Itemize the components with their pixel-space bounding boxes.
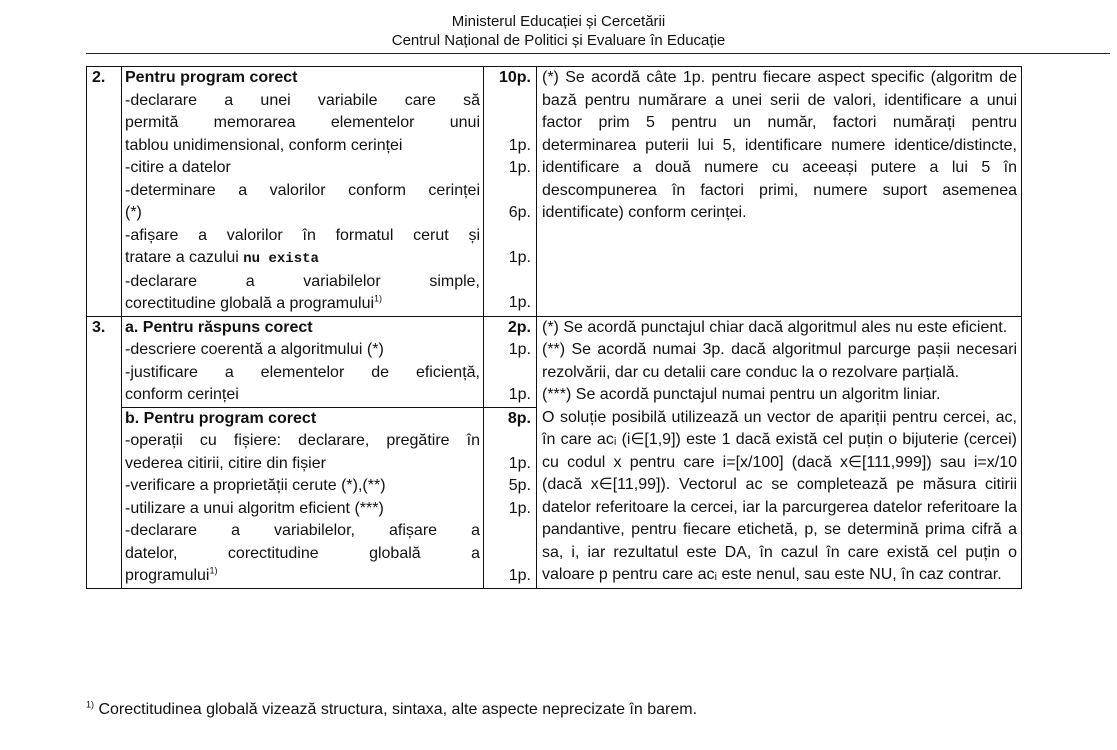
note-text: (*) Se acordă punctajul chiar dacă algoritmul ales nu este eficient. [542,318,1008,336]
criterion-points: 1p. [508,386,531,403]
ministry-name: Ministerul Educației și Cercetării [451,13,666,30]
criterion-line: permită memorarea elementelor unui [125,114,480,131]
criterion-text: tratare a cazului [125,249,244,266]
criterion-points: 1p. [508,454,531,472]
footnote-ref: 1) [374,293,383,304]
footnote-ref: 1) [209,565,218,576]
criterion-line: -declarare a variabilelor simple, [125,272,480,290]
criterion-points: 1p. [508,294,531,311]
scoring-table [86,66,1022,589]
subsection-b [122,407,483,588]
section-title: b. Pentru program corect [125,409,317,427]
criterion-line: vederea citirii, citire din fișier [125,454,326,472]
center-name: Centrul Național de Politici și Evaluare în Educație [391,32,726,49]
criterion-line [125,293,480,316]
footnote-marker: 1) [86,699,95,710]
criteria-cell [122,316,484,588]
criterion-line: conform cerinței [125,386,239,403]
criterion-line: -descriere coerentă a algoritmului (*) [125,341,384,358]
criterion-points: 1p. [508,341,531,358]
criterion-text: programului [125,567,210,584]
criterion-line: -declarare a unei variabile care să [125,91,480,109]
note-text: O soluție posibilă utilizează un vector de apariții pentru cercei, ac, în care acᵢ (i∈[1,9]) este 1 dacă există cel puțin o bijuterie (cercei) cu codul x pentru care i=[x/100] (dacă x∈[111,999]) sau i=x/10 (dacă x∈[11,99]). Vectorul ac se completează pe măsura citirii datelor referitoare la cercei, iar la parcurgerea datelor referitoare la pandantive, pentru fiecare etichetă, p, se determină prima cifră a sa, i, iar rezultatul este DA, în cazul în care există cel puțin o valoare p pentru care acᵢ este nenul, sau este NU, în caz contrar. [542,408,1017,583]
code-literal: nu exista [243,251,319,267]
criterion-line: -justificare a elementelor de eficiență, [125,363,480,381]
note-text: (***) Se acordă punctajul numai pentru un algoritm liniar. [542,386,941,403]
note-text: (*) Se acordă câte 1p. pentru fiecare aspect specific (algoritm de bază pentru numărare a unei serii de valori, identificare a unui factor prim 5 pentru un număr, factori numărați pentru determinarea puterii lui 5, identificare numere identice/distincte, identificare a două numere cu aceeași putere a lui 5 în descompunerea în factori primi, numere suport asemenea identificate) conform cerinței. [542,69,1017,221]
item-number: 3. [87,316,122,588]
criterion-line: datelor, corectitudine globală a [125,544,480,562]
subsection-b-points [484,407,536,588]
criterion-line: -declarare a variabilelor, afișare a [125,522,480,539]
criterion-points: 6p. [508,204,531,221]
section-title: Pentru program corect [125,69,298,86]
criterion-line: -afișare a valorilor în formatul cerut și [125,226,480,244]
criterion-line [125,565,480,588]
total-points: 10p. [498,69,531,86]
total-points: 8p. [507,409,531,427]
criteria-cell [122,67,484,317]
criterion-line [125,247,480,271]
notes-cell [537,316,1022,588]
criterion-points: 1p. [508,567,531,584]
criterion-points: 5p. [508,477,531,494]
footnote-text: Corectitudinea globală vizează structura, sintaxa, alte aspecte neprecizate în barem. [94,701,698,718]
criterion-line: -utilizare a unui algoritm eficient (***) [125,499,384,517]
footnote [86,700,697,720]
header-divider [86,53,1110,54]
criterion-line: -operații cu fișiere: declarare, pregătire în [125,432,480,449]
table-row [87,67,1022,317]
table-row [87,316,1022,588]
note-text: (**) Se acordă numai 3p. dacă algoritmul parcurge pașii necesari rezolvării, dar cu detalii care conduc la o rezolvare parțială. [542,341,1017,381]
notes-cell [537,67,1022,317]
points-cell [484,316,537,588]
criterion-line: tablou unidimensional, conform cerinței [125,136,403,154]
item-number: 2. [87,67,122,317]
section-title: a. Pentru răspuns corect [125,318,313,336]
criterion-points: 1p. [508,499,531,517]
criterion-line: -verificare a proprietății cerute (*),(**) [125,477,386,494]
criterion-points: 1p. [508,136,531,154]
total-points: 2p. [507,318,531,336]
document-header [0,12,1117,50]
criterion-text: corectitudine globală a programului [125,295,375,312]
criterion-line: -determinare a valorilor conform cerinței [125,181,480,199]
criterion-line: -citire a datelor [125,159,231,176]
criterion-line: (*) [125,204,142,221]
points-cell [484,67,537,317]
criterion-points: 1p. [508,159,531,176]
criterion-points: 1p. [508,249,531,266]
